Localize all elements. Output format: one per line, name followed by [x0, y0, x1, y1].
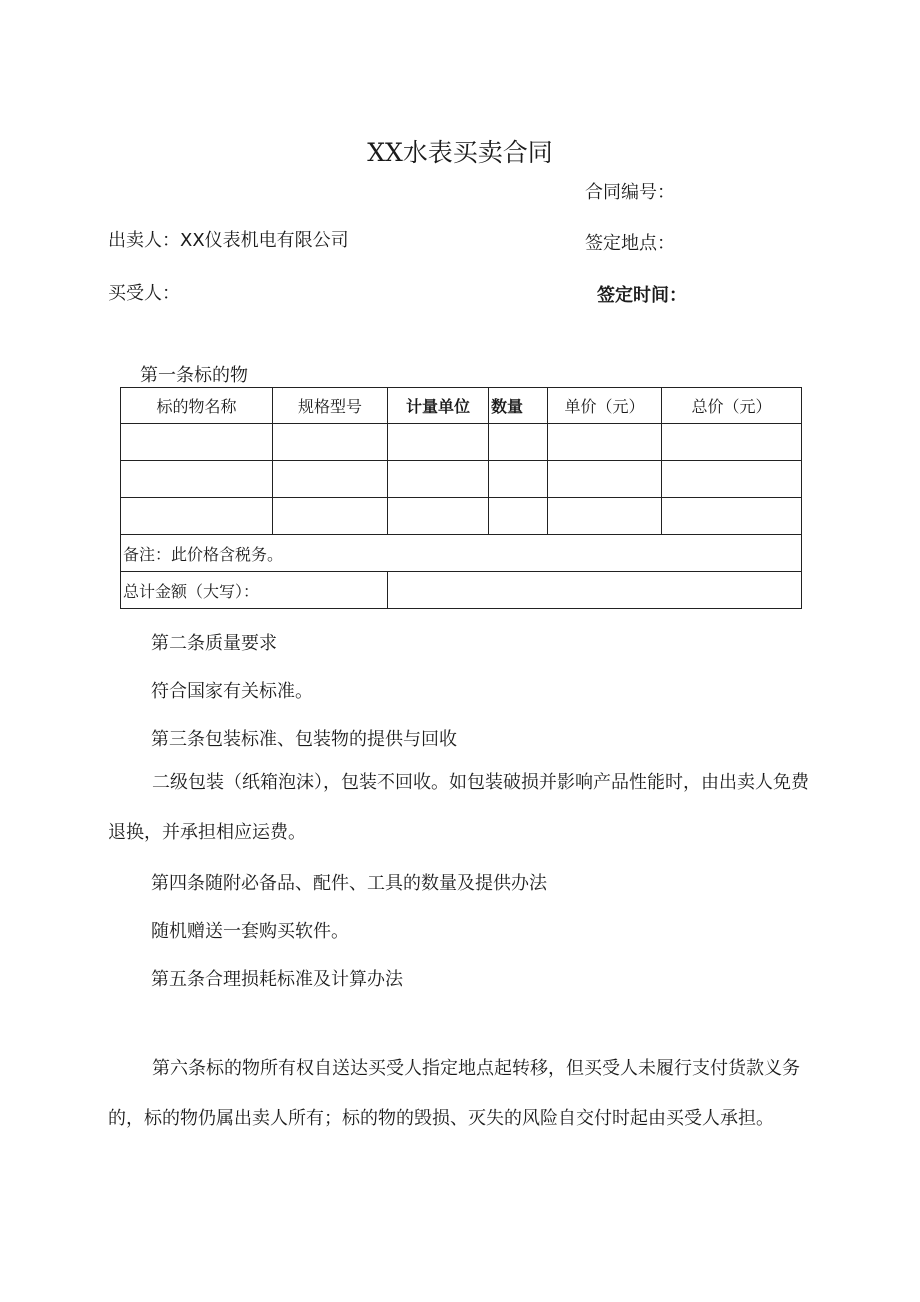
total-amount-value: [388, 572, 802, 609]
table-header-row: [121, 388, 802, 424]
col-header-total-price: 总价（元）: [662, 388, 802, 424]
table-cell: [662, 498, 802, 535]
article4-body: 随机赠送一套购买软件。: [151, 921, 349, 942]
table-cell: [388, 498, 489, 535]
seller-line: 出卖人：XX仪表机电有限公司: [108, 230, 349, 251]
contract-number-label: 合同编号：: [585, 182, 675, 203]
table-row: [121, 461, 802, 498]
table-cell: [489, 424, 548, 461]
article6-body: 第六条标的物所有权自送达买受人指定地点起转移，但买受人未履行支付货款义务的，标的物仍属出卖人所有；标的物的毁损、灭失的风险自交付时起由买受人承担。: [108, 1058, 800, 1129]
document-title: XX水表买卖合同: [367, 138, 553, 167]
col-header-spec: 规格型号: [273, 388, 388, 424]
article5-heading: 第五条合理损耗标准及计算办法: [151, 969, 403, 990]
table-cell: [388, 461, 489, 498]
sign-time-label: 签定时间：: [597, 285, 687, 306]
table-cell: [548, 461, 662, 498]
col-header-qty: 数量: [489, 388, 548, 424]
table-cell: [548, 498, 662, 535]
table-cell: [273, 498, 388, 535]
goods-table: [120, 387, 802, 609]
table-cell: [662, 461, 802, 498]
total-amount-label: 总计金额（大写）：: [121, 572, 388, 609]
note-row: [121, 535, 802, 572]
table-cell: [273, 424, 388, 461]
article2-body: 符合国家有关标准。: [151, 681, 313, 702]
article3-body: 二级包装（纸箱泡沫），包装不回收。如包装破损并影响产品性能时，由出卖人免费退换，并承担相应运费。: [108, 772, 809, 843]
table-cell: [273, 461, 388, 498]
buyer-line: 买受人：: [108, 283, 180, 304]
table-cell: [489, 461, 548, 498]
col-header-unit-price: 单价（元）: [548, 388, 662, 424]
table-cell: [121, 461, 273, 498]
table-cell: [548, 424, 662, 461]
price-note: 备注：此价格含税务。: [121, 535, 802, 572]
article2-heading: 第二条质量要求: [151, 633, 277, 654]
table-cell: [388, 424, 489, 461]
sign-place-label: 签定地点：: [585, 233, 675, 254]
total-row: [121, 572, 802, 609]
article3-heading: 第三条包装标准、包装物的提供与回收: [151, 729, 457, 750]
table-cell: [121, 498, 273, 535]
table-cell: [121, 424, 273, 461]
col-header-name: 标的物名称: [121, 388, 273, 424]
table-cell: [489, 498, 548, 535]
col-header-unit: 计量单位: [388, 388, 489, 424]
table-row: [121, 498, 802, 535]
table-cell: [662, 424, 802, 461]
table-row: [121, 424, 802, 461]
article4-heading: 第四条随附必备品、配件、工具的数量及提供办法: [151, 873, 547, 894]
article1-heading: 第一条标的物: [140, 365, 248, 386]
